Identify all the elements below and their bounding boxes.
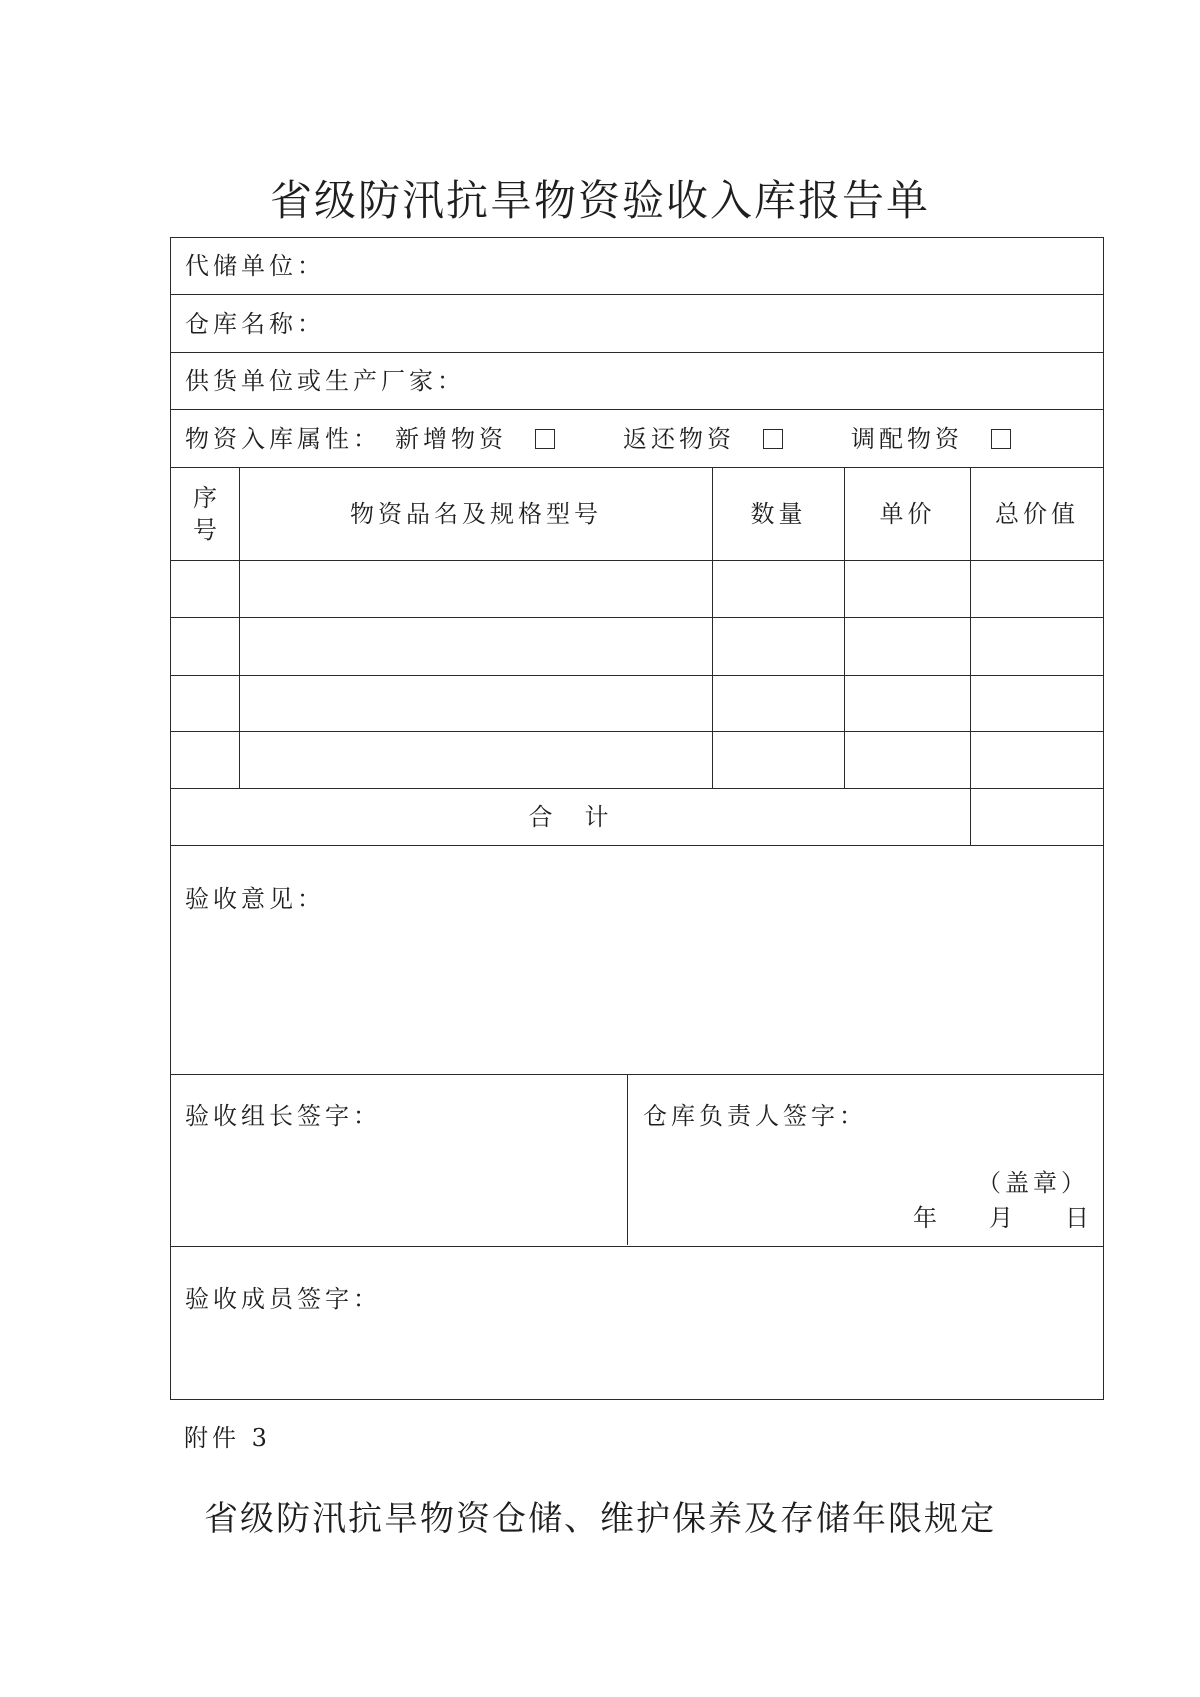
warehouse-name-field: [171, 295, 1104, 353]
table-row: [171, 676, 1104, 732]
item-cell: [171, 561, 240, 618]
member-signature-field: [171, 1247, 1104, 1400]
total-value-cell: [971, 789, 1104, 846]
attachment-label: 附件 3: [184, 1424, 271, 1452]
table-row: [171, 618, 1104, 676]
item-cell: [240, 561, 713, 618]
item-cell: [240, 676, 713, 732]
opinion-field: [171, 846, 1104, 1075]
leader-signature-area: [171, 1075, 628, 1245]
attribute-option-new: [395, 424, 555, 454]
item-cell: [845, 561, 971, 618]
storage-unit-label: 代储单位：: [185, 252, 325, 280]
header-cell-unit-price: [845, 468, 971, 561]
attribute-option-returned: [623, 424, 783, 454]
attribute-option-label: 调配物资: [851, 424, 963, 453]
item-cell: [971, 561, 1104, 618]
total-row: [171, 789, 1104, 846]
warehouse-name-label: 仓库名称：: [185, 309, 325, 338]
supplier-label: 供货单位或生产厂家：: [185, 367, 465, 395]
opinion-row: [171, 846, 1104, 1075]
item-cell: [171, 676, 240, 732]
header-unit-price: 单价: [879, 500, 936, 528]
item-cell: [971, 676, 1104, 732]
returned-material-checkbox[interactable]: [763, 429, 783, 449]
header-name-spec: 物资品名及规格型号: [350, 500, 602, 528]
acceptance-report-form: [170, 237, 1104, 1400]
item-cell: [971, 618, 1104, 676]
warehouse-name-row: [171, 295, 1104, 353]
item-cell: [713, 618, 845, 676]
header-seq: 序号: [192, 484, 217, 544]
item-cell: [240, 618, 713, 676]
header-cell-seq: [171, 468, 240, 561]
total-label: 合 计: [528, 803, 613, 831]
opinion-label: 验收意见：: [185, 885, 325, 913]
header-total-value: 总价值: [995, 500, 1079, 528]
seal-label: （盖章）: [977, 1169, 1089, 1197]
table-row: [171, 561, 1104, 618]
header-cell-quantity: [713, 468, 845, 561]
warehouse-manager-signature-area: [628, 1075, 1103, 1245]
header-quantity: 数量: [750, 500, 807, 528]
attribute-option-label: 新增物资: [395, 424, 507, 453]
item-cell: [971, 732, 1104, 789]
supplier-row: [171, 353, 1104, 410]
item-cell: [171, 618, 240, 676]
signature-row: [171, 1075, 1104, 1247]
date-day-label: 日: [1065, 1204, 1093, 1232]
item-cell: [713, 561, 845, 618]
item-cell: [845, 676, 971, 732]
header-cell-name: [240, 468, 713, 561]
document-title: 省级防汛抗旱物资验收入库报告单: [269, 176, 930, 225]
attribute-label: 物资入库属性：: [185, 424, 381, 453]
member-signature-row: [171, 1247, 1104, 1400]
supplier-field: [171, 353, 1104, 410]
leader-signature-label: 验收组长签字：: [185, 1102, 381, 1130]
member-signature-label: 验收成员签字：: [185, 1285, 381, 1313]
new-material-checkbox[interactable]: [535, 429, 555, 449]
storage-unit-row: [171, 238, 1104, 295]
attribute-line: [185, 424, 1103, 454]
header-cell-total-value: [971, 468, 1104, 561]
item-cell: [240, 732, 713, 789]
total-label-cell: [171, 789, 971, 846]
table-row: [171, 732, 1104, 789]
item-cell: [713, 676, 845, 732]
signature-cell: [171, 1075, 1104, 1247]
attribute-option-allocated: [851, 424, 1011, 454]
next-section-title: 省级防汛抗旱物资仓储、维护保养及存储年限规定: [204, 1499, 996, 1539]
attribute-row: [171, 410, 1104, 468]
items-header-row: [171, 468, 1104, 561]
date-year-label: 年: [913, 1204, 941, 1232]
warehouse-manager-signature-label: 仓库负责人签字：: [643, 1102, 867, 1130]
item-cell: [845, 732, 971, 789]
signature-split: [171, 1075, 1103, 1245]
attribute-option-label: 返还物资: [623, 424, 735, 453]
item-cell: [713, 732, 845, 789]
allocated-material-checkbox[interactable]: [991, 429, 1011, 449]
storage-unit-field: [171, 238, 1104, 295]
item-cell: [171, 732, 240, 789]
attribute-field: [171, 410, 1104, 468]
item-cell: [845, 618, 971, 676]
date-month-label: 月: [989, 1204, 1017, 1232]
